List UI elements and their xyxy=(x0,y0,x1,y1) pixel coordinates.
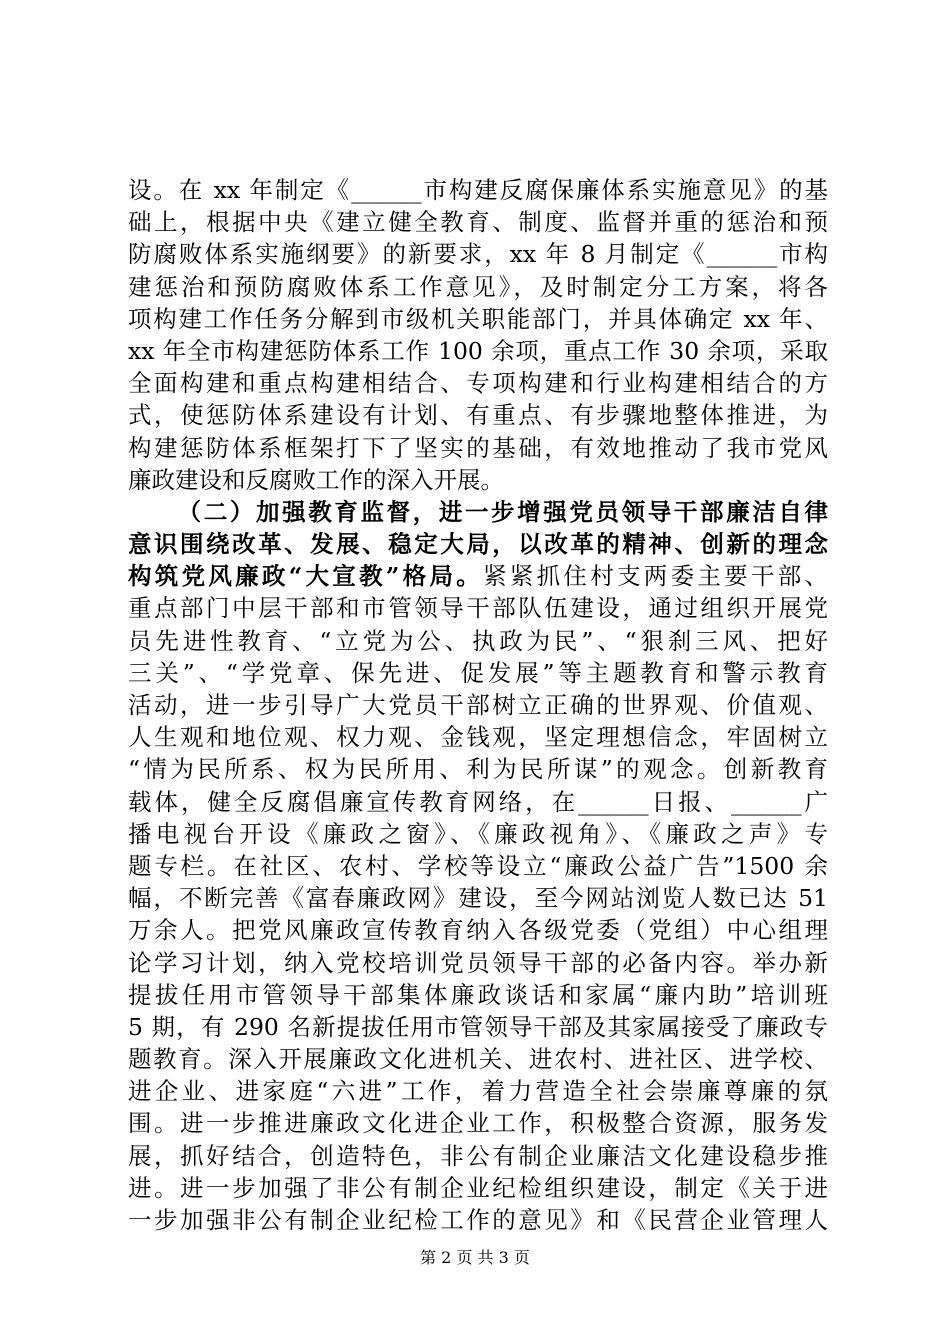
text-line: 式，使惩防体系建设有计划、有重点、有步骤地整体推进，为 xyxy=(128,401,828,430)
text-line: 人生观和地位观、权力观、金钱观，坚定理想信念，牢固树立 xyxy=(128,723,828,752)
text-line: 5 期，有 290 名新提拔任用市管领导干部及其家属接受了廉政专 xyxy=(128,1012,828,1041)
text-line: 构建惩防体系框架打下了坚实的基础，有效地推动了我市党风 xyxy=(128,433,828,462)
text-line: 三关”、“学党章、保先进、促发展”等主题教育和警示教育 xyxy=(128,658,828,687)
text-line: 幅，不断完善《富春廉政网》建设，至今网站浏览人数已达 51 xyxy=(128,884,828,913)
section-heading-text: （二）加强教育监督，进一步增强党员领导干部廉洁自律 xyxy=(175,497,828,526)
text-line: 进。进一步加强了非公有制企业纪检组织建设，制定《关于进 xyxy=(128,1173,828,1202)
text-line: 防腐败体系实施纲要》的新要求，xx 年 8 月制定《______市构 xyxy=(128,240,828,269)
text-line: 播电视台开设《廉政之窗》、《廉政视角》、《廉政之声》专 xyxy=(128,819,828,848)
text-line: 项构建工作任务分解到市级机关职能部门，并具体确定 xx 年、 xyxy=(128,304,828,333)
section-heading-line: 意识围绕改革、发展、稳定大局，以改革的精神、创新的理念 xyxy=(128,530,828,559)
text-line: 题教育。深入开展廉政文化进机关、进农村、进社区、进学校、 xyxy=(128,1045,828,1074)
text-line: 建惩治和预防腐败体系工作意见》，及时制定分工方案，将各 xyxy=(128,272,828,301)
text-line: “情为民所系、权为民所用、利为民所谋”的观念。创新教育 xyxy=(128,755,828,784)
section-heading-text: 构筑党风廉政“大宣教”格局。 xyxy=(128,562,484,591)
text-line: 提拔任用市管领导干部集体廉政谈话和家属“廉内助”培训班 xyxy=(128,980,828,1009)
text-line: xx 年全市构建惩防体系工作 100 余项，重点工作 30 余项，采取 xyxy=(128,336,828,365)
text-line: 础上，根据中央《建立健全教育、制度、监督并重的惩治和预 xyxy=(128,208,828,237)
body-text xyxy=(128,174,828,1236)
mixed-line xyxy=(128,560,828,592)
text-line: 廉政建设和反腐败工作的深入开展。 xyxy=(128,465,504,494)
text-line: 活动，进一步引导广大党员干部树立正确的世界观、价值观、 xyxy=(128,691,828,719)
body-text-segment: 紧紧抓住村支两委主要干部、 xyxy=(483,562,829,591)
text-line: 全面构建和重点构建相结合、专项构建和行业构建相结合的方 xyxy=(128,369,828,398)
text-line: 展，抓好结合，创造特色，非公有制企业廉洁文化建设稳步推 xyxy=(128,1141,828,1170)
text-line: 重点部门中层干部和市管领导干部队伍建设，通过组织开展党 xyxy=(128,594,828,623)
text-line: 围。进一步推进廉政文化进企业工作，积极整合资源，服务发 xyxy=(128,1109,828,1138)
text-line: 题专栏。在社区、农村、学校等设立“廉政公益广告”1500 余 xyxy=(128,851,828,880)
text-line: 论学习计划，纳入党校培训党员领导干部的必备内容。举办新 xyxy=(128,948,828,977)
text-line: 进企业、进家庭“六进”工作，着力营造全社会崇廉尊廉的氛 xyxy=(128,1077,828,1106)
text-line: 一步加强非公有制企业纪检工作的意见》和《民营企业管理人 xyxy=(128,1206,828,1234)
text-line: 万余人。把党风廉政宣传教育纳入各级党委（党组）中心组理 xyxy=(128,916,828,945)
section-heading-line xyxy=(128,496,828,528)
text-line: 员先进性教育、“立党为公、执政为民”、“狠刹三风、把好 xyxy=(128,626,828,655)
page-number: 第 2 页 共 3 页 xyxy=(420,1248,530,1267)
text-line: 载体，健全反腐倡廉宣传教育网络，在______日报、______广 xyxy=(128,787,828,816)
page-footer xyxy=(0,1248,950,1268)
text-line: 设。在 xx 年制定《______市构建反腐保廉体系实施意见》的基 xyxy=(128,176,828,204)
